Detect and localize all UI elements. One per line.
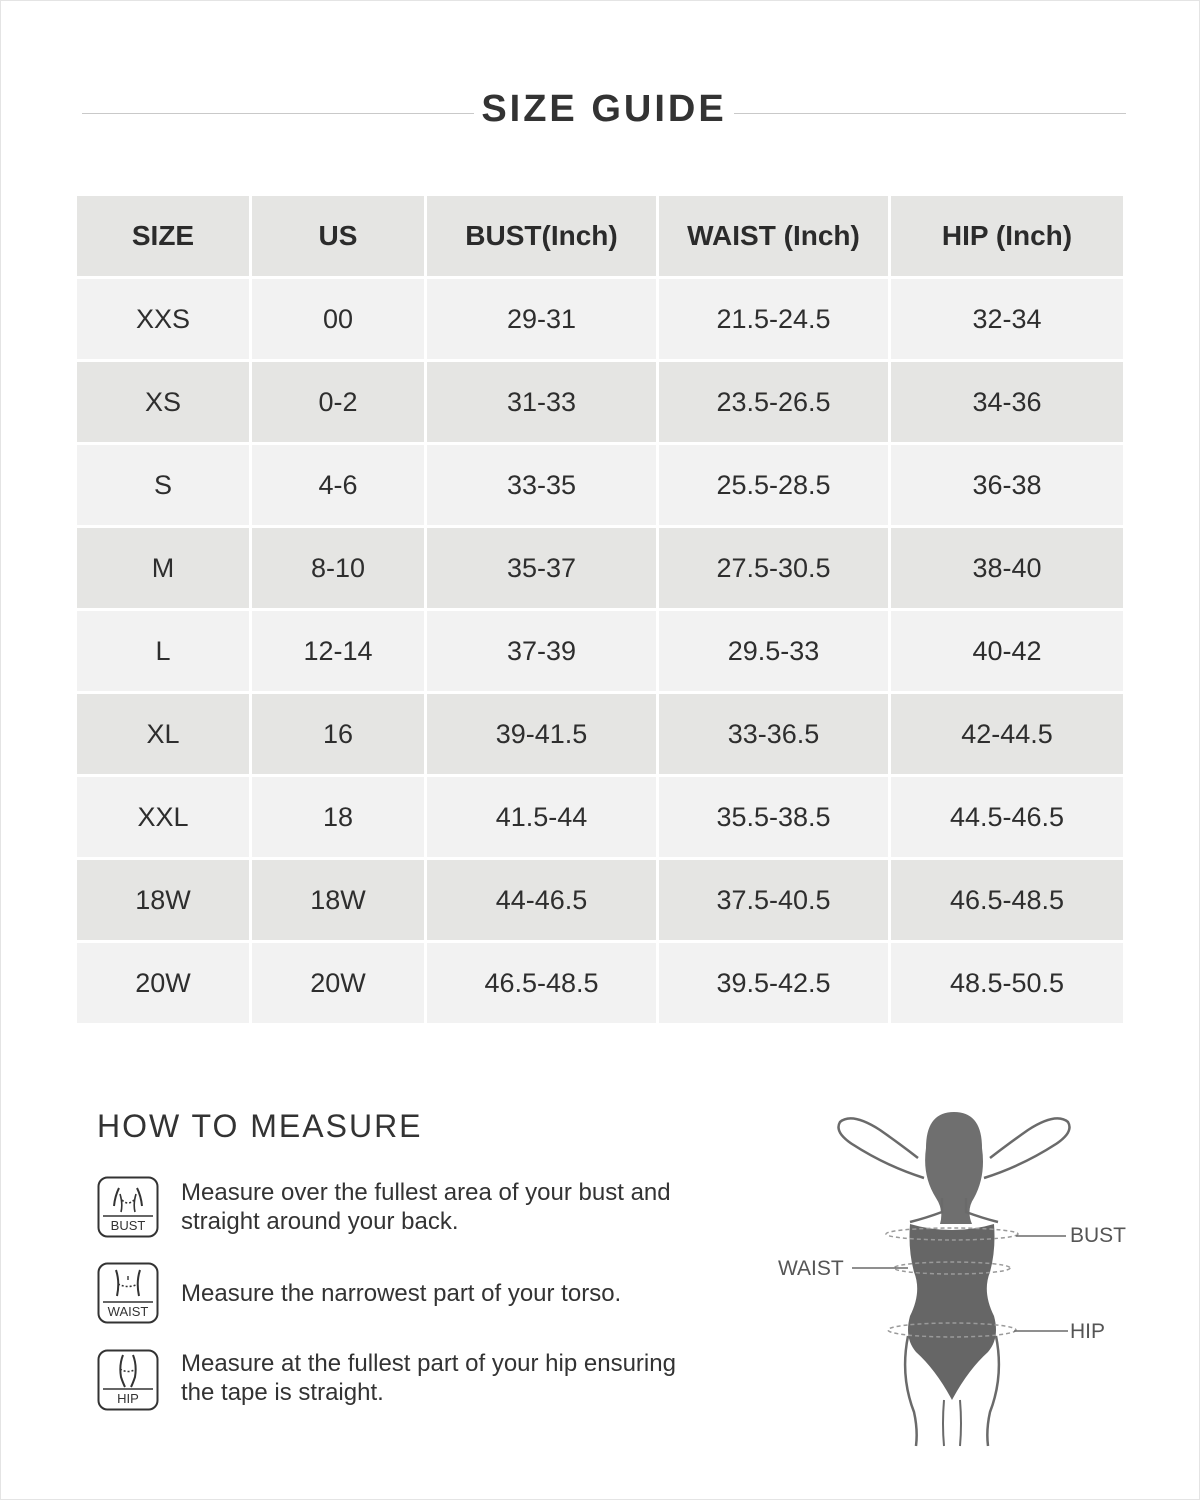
bust-instruction-line1: Measure over the fullest area of your bust and — [181, 1179, 671, 1206]
cell-waist: 37.5-40.5 — [659, 860, 891, 943]
cell-size: L — [77, 611, 252, 694]
table-row — [77, 445, 1123, 528]
bust-instruction-line2: straight around your back. — [181, 1208, 459, 1235]
cell-us: 16 — [252, 694, 427, 777]
cell-hip: 38-40 — [891, 528, 1123, 611]
table-row — [77, 860, 1123, 943]
table-header-row — [77, 196, 1123, 279]
title-block — [82, 82, 1126, 144]
cell-hip: 36-38 — [891, 445, 1123, 528]
cell-waist: 23.5-26.5 — [659, 362, 891, 445]
bust-instruction — [181, 1178, 761, 1236]
cell-waist: 35.5-38.5 — [659, 777, 891, 860]
table-row — [77, 528, 1123, 611]
figure-label-waist: WAIST — [778, 1257, 844, 1280]
table-row — [77, 611, 1123, 694]
table-row — [77, 279, 1123, 362]
cell-hip: 46.5-48.5 — [891, 860, 1123, 943]
title-divider-right — [734, 113, 1126, 114]
cell-size: XL — [77, 694, 252, 777]
cell-bust: 29-31 — [427, 279, 659, 362]
figure-label-bust: BUST — [1070, 1224, 1127, 1247]
cell-bust: 33-35 — [427, 445, 659, 528]
cell-bust: 39-41.5 — [427, 694, 659, 777]
cell-bust: 41.5-44 — [427, 777, 659, 860]
cell-hip: 48.5-50.5 — [891, 943, 1123, 1026]
cell-hip: 40-42 — [891, 611, 1123, 694]
cell-size: 18W — [77, 860, 252, 943]
cell-us: 20W — [252, 943, 427, 1026]
cell-us: 0-2 — [252, 362, 427, 445]
cell-us: 12-14 — [252, 611, 427, 694]
svg-text:BUST: BUST — [110, 1218, 146, 1233]
cell-size: S — [77, 445, 252, 528]
cell-size: XXS — [77, 279, 252, 362]
bust-icon — [97, 1176, 159, 1238]
cell-waist: 25.5-28.5 — [659, 445, 891, 528]
page-title: SIZE GUIDE — [481, 88, 727, 130]
cell-size: XXL — [77, 777, 252, 860]
cell-size: XS — [77, 362, 252, 445]
cell-size: M — [77, 528, 252, 611]
cell-us: 18W — [252, 860, 427, 943]
cell-us: 4-6 — [252, 445, 427, 528]
cell-waist: 27.5-30.5 — [659, 528, 891, 611]
cell-waist: 33-36.5 — [659, 694, 891, 777]
cell-waist: 21.5-24.5 — [659, 279, 891, 362]
figure-label-hip: HIP — [1070, 1320, 1106, 1343]
cell-waist: 29.5-33 — [659, 611, 891, 694]
cell-bust: 44-46.5 — [427, 860, 659, 943]
waist-icon — [97, 1262, 159, 1324]
cell-us: 18 — [252, 777, 427, 860]
table-row — [77, 694, 1123, 777]
cell-hip: 32-34 — [891, 279, 1123, 362]
table-row — [77, 943, 1123, 1026]
cell-bust: 31-33 — [427, 362, 659, 445]
cell-us: 00 — [252, 279, 427, 362]
cell-bust: 35-37 — [427, 528, 659, 611]
size-table — [77, 196, 1123, 1026]
cell-bust: 46.5-48.5 — [427, 943, 659, 1026]
cell-hip: 34-36 — [891, 362, 1123, 445]
cell-us: 8-10 — [252, 528, 427, 611]
cell-hip: 44.5-46.5 — [891, 777, 1123, 860]
svg-text:HIP: HIP — [117, 1391, 139, 1406]
how-to-measure-title: HOW TO MEASURE — [97, 1108, 423, 1144]
body-measure-figure — [776, 1100, 1136, 1450]
waist-instruction-line1: Measure the narrowest part of your torso. — [181, 1280, 622, 1307]
header-hip: HIP (Inch) — [891, 196, 1123, 279]
header-bust: BUST(Inch) — [427, 196, 659, 279]
svg-text:WAIST: WAIST — [107, 1304, 149, 1319]
waist-instruction — [181, 1279, 761, 1308]
hip-instruction — [181, 1349, 761, 1407]
hip-instruction-line2: the tape is straight. — [181, 1379, 384, 1406]
hip-icon — [97, 1349, 159, 1411]
hip-instruction-line1: Measure at the fullest part of your hip ensuring — [181, 1350, 676, 1377]
cell-hip: 42-44.5 — [891, 694, 1123, 777]
cell-size: 20W — [77, 943, 252, 1026]
table-row — [77, 362, 1123, 445]
header-waist: WAIST (Inch) — [659, 196, 891, 279]
header-us: US — [252, 196, 427, 279]
table-row — [77, 777, 1123, 860]
header-size: SIZE — [77, 196, 252, 279]
cell-bust: 37-39 — [427, 611, 659, 694]
cell-waist: 39.5-42.5 — [659, 943, 891, 1026]
